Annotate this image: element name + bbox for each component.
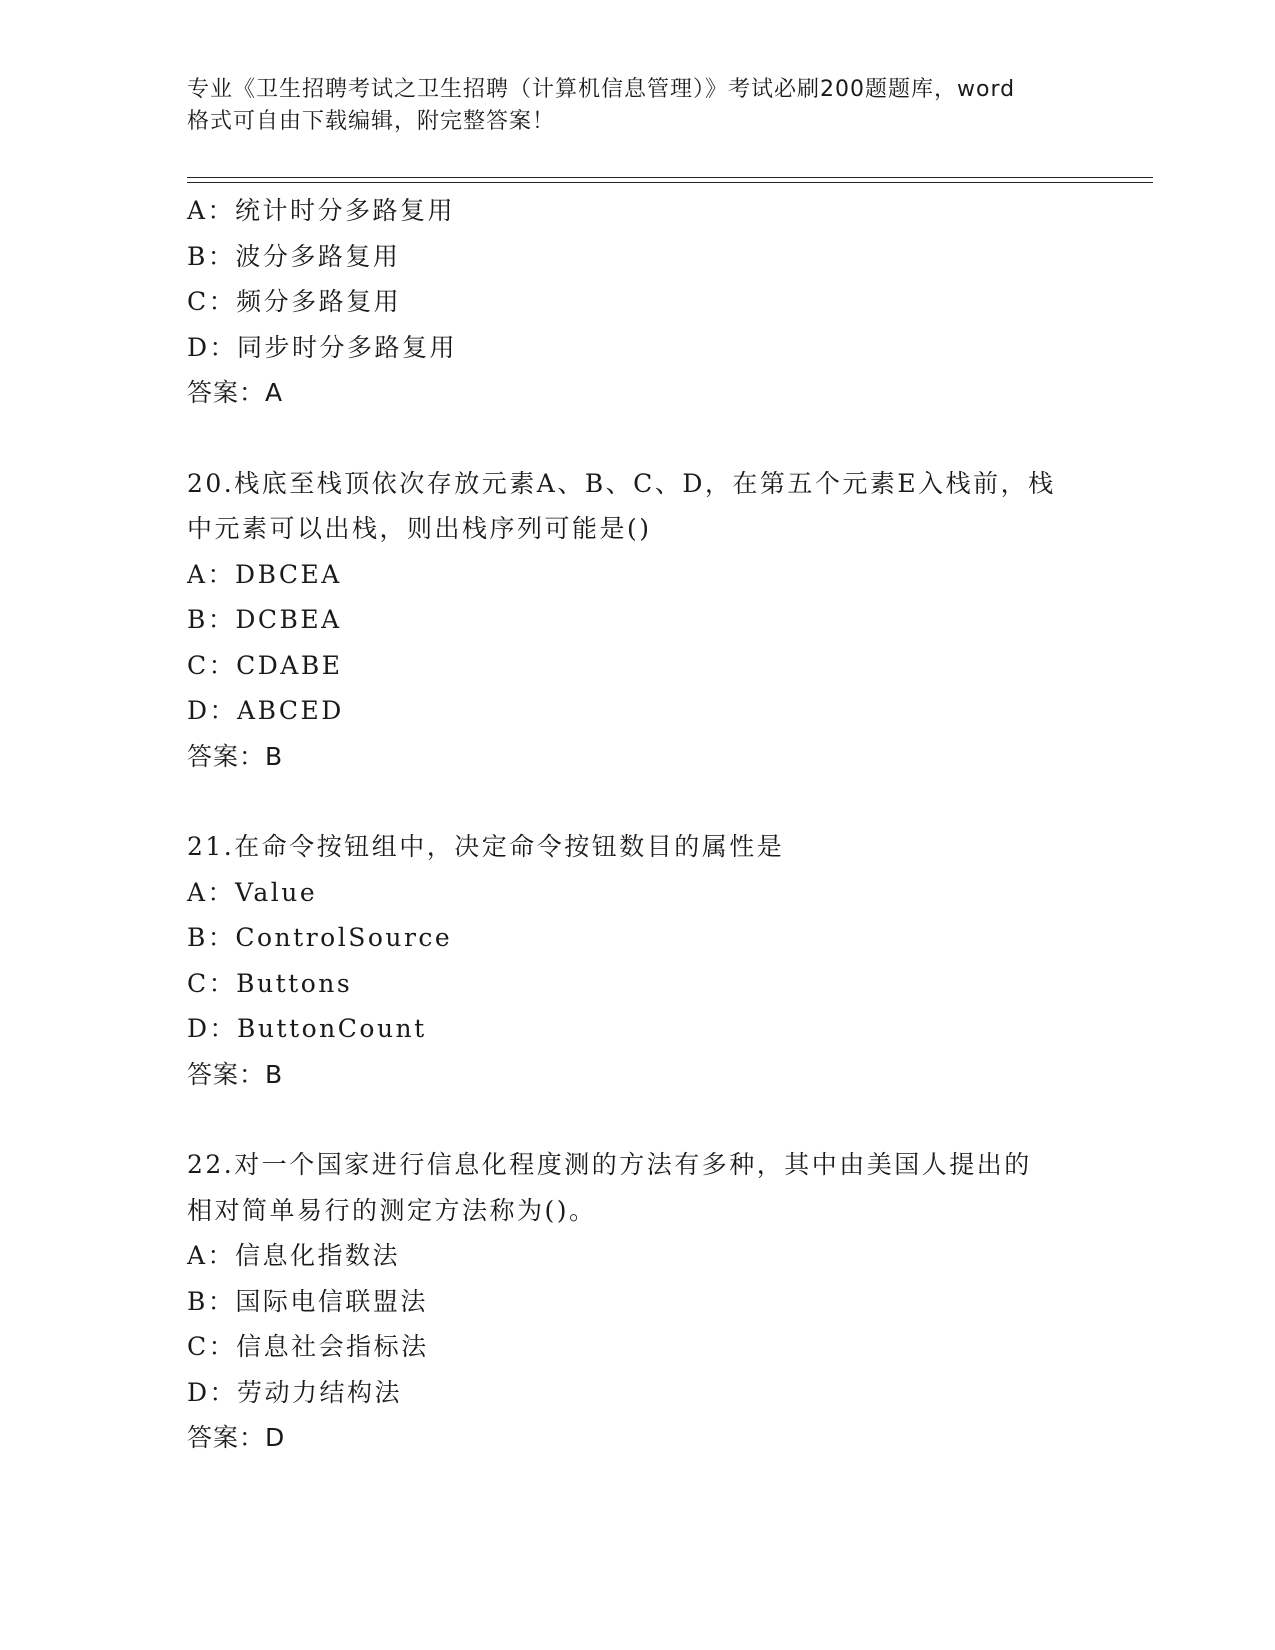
option-c: C：信息社会指标法 <box>187 1332 429 1361</box>
document-header <box>187 74 1087 138</box>
question-list <box>187 188 1087 1461</box>
option-b: B：DCBEA <box>187 605 342 634</box>
question-21 <box>187 824 1087 1097</box>
answer-line: 答案：B <box>187 1059 284 1089</box>
question-text-line-1: 20.栈底至栈顶依次存放元素A、B、C、D，在第五个元素E入栈前，栈 <box>187 468 1056 498</box>
answer-line: 答案：D <box>187 1423 286 1452</box>
header-line-1: 专业《卫生招聘考试之卫生招聘（计算机信息管理）》考试必刷200题题库，word <box>187 77 1016 102</box>
option-a: A：信息化指数法 <box>187 1241 401 1270</box>
option-d: D：ButtonCount <box>187 1014 427 1043</box>
question-text-line-1: 21.在命令按钮组中，决定命令按钮数目的属性是 <box>187 832 785 861</box>
prev-question-block <box>187 188 1087 416</box>
option-a: A：Value <box>187 877 318 907</box>
header-rule-bottom <box>187 182 1153 183</box>
option-b: B：波分多路复用 <box>187 241 401 271</box>
option-b: B：ControlSource <box>187 923 453 952</box>
answer-line: 答案：A <box>187 378 284 407</box>
option-c: C：CDABE <box>187 650 343 680</box>
option-c: C：频分多路复用 <box>187 287 402 316</box>
question-text-line-2: 中元素可以出栈，则出栈序列可能是() <box>187 514 652 543</box>
header-rule-top <box>187 177 1153 178</box>
question-22 <box>187 1142 1087 1461</box>
answer-line: 答案：B <box>187 741 284 771</box>
header-line-2: 格式可自由下载编辑，附完整答案！ <box>187 109 556 134</box>
question-text-line-2: 相对简单易行的测定方法称为()。 <box>187 1195 597 1225</box>
question-20 <box>187 461 1087 780</box>
option-d: D：ABCED <box>187 696 344 725</box>
option-c: C：Buttons <box>187 968 353 998</box>
option-a: A：统计时分多路复用 <box>187 196 456 225</box>
option-d: D：劳动力结构法 <box>187 1377 403 1407</box>
question-text-line-1: 22.对一个国家进行信息化程度测的方法有多种，其中由美国人提出的 <box>187 1150 1032 1179</box>
option-d: D：同步时分多路复用 <box>187 332 458 362</box>
option-b: B：国际电信联盟法 <box>187 1286 428 1316</box>
option-a: A：DBCEA <box>187 559 342 589</box>
